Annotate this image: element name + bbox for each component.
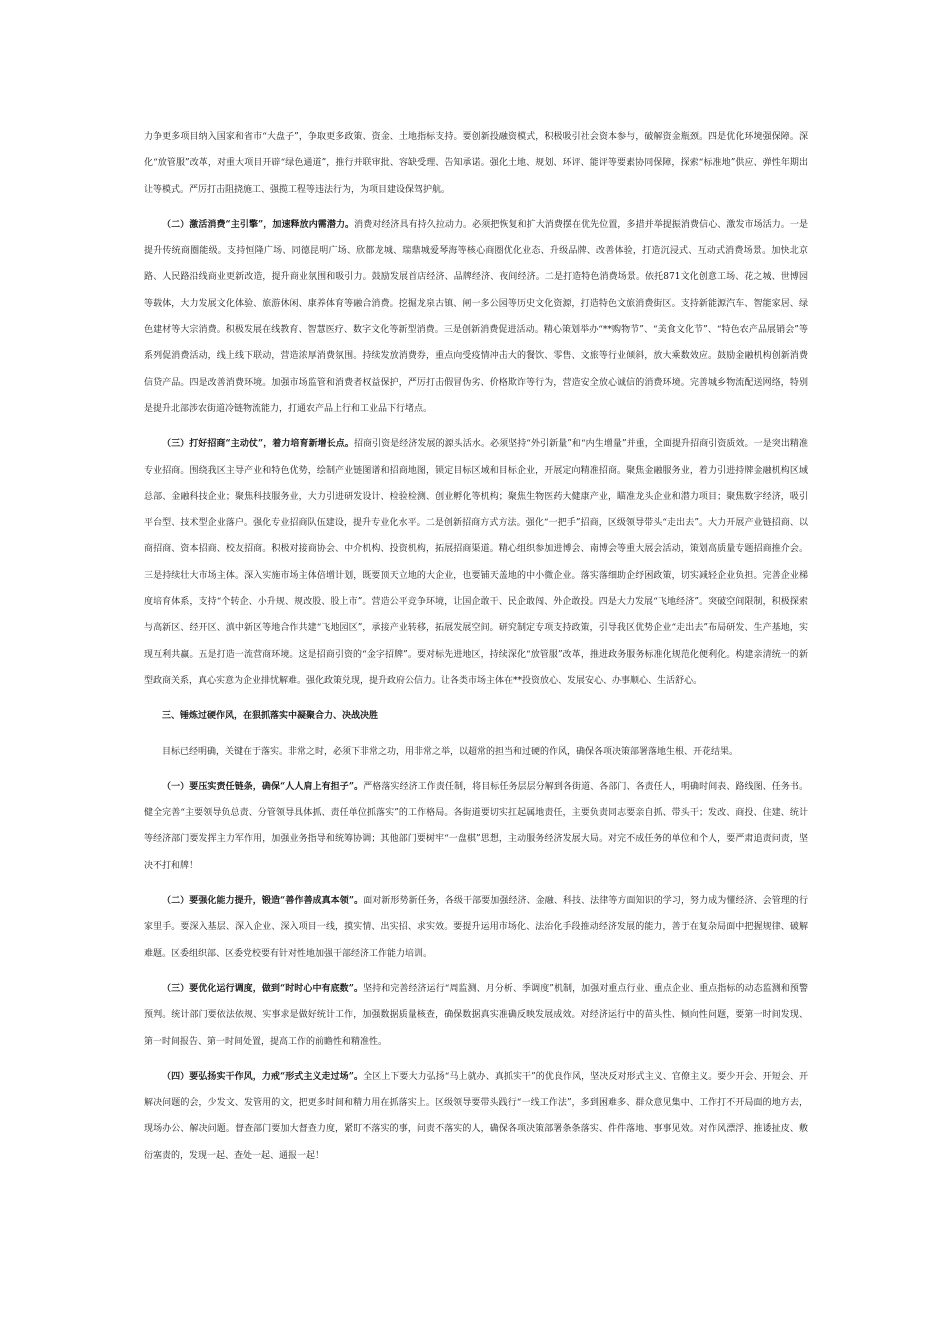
paragraph-6 xyxy=(144,774,808,879)
paragraph-lead: （一）要压实责任链条，确保“人人肩上有担子”。 xyxy=(162,781,364,792)
paragraph-lead: （四）要弘扬实干作风，力戒“形式主义走过场”。 xyxy=(162,1071,364,1082)
paragraph-body: 目标已经明确，关键在于落实。非常之时，必须下非常之功，用非常之举，以超常的担当和过硬的作风，确保各项决策部署落地生根、开花结果。 xyxy=(162,746,739,757)
paragraph-8 xyxy=(144,976,808,1055)
section-heading xyxy=(144,703,808,729)
paragraph-2 xyxy=(144,212,808,422)
paragraph-lead: （三）要优化运行调度，做到“时时心中有底数”。 xyxy=(162,983,364,994)
paragraph-body: 坚持和完善经济运行“周监测、月分析、季调度”机制，加强对重点行业、重点企业、重点指标的动态监测和预警预判。统计部门要依法依规、实事求是做好统计工作，加强数据质量核查，确保数据真实准确反映发展成效。对经济运行中的苗头性、倾向性问题，要第一时间发现、第一时间报告、第一时间处置，提高工作的前瞻性和精准性。 xyxy=(144,983,808,1047)
section-heading-text: 三、锤炼过硬作风，在狠抓落实中凝聚合力、决战决胜 xyxy=(162,711,379,722)
paragraph-body: 消费对经济具有持久拉动力。必须把恢复和扩大消费摆在优先位置，多措并举提振消费信心、激发市场活力。一是提升传统商圈能级。支持恒隆广场、同德昆明广场、欣都龙城、瑞鼎城爱琴海等核心商圈优化业态、升级品牌、改善体验，打造沉浸式、互动式消费场景。加快北京路、人民路沿线商业更新改造，提升商业氛围和吸引力。鼓励发展首店经济、品牌经济、夜间经济。二是打造特色消费场景。依托871文化创意工场、花之城、世博园等载体，大力发展文化体验、旅游休闲、康养体育等融合消费。挖掘龙泉古镇、闸一多公园等历史文化资源，打造特色文旅消费街区。支持新能源汽车、智能家居、绿色建材等大宗消费。积极发展在线教育、智慧医疗、数字文化等新型消费。三是创新消费促进活动。精心策划举办“**购物节”、“美食文化节”、“特色农产品展销会”等系列促消费活动，线上线下联动，营造浓厚消费氛围。持续发放消费券，重点向受疫情冲击大的餐饮、零售、文旅等行业倾斜，放大乘数效应。鼓励金融机构创新消费信贷产品。四是改善消费环境。加强市场监管和消费者权益保护，严厉打击假冒伪劣、价格欺诈等行为，营造安全放心诚信的消费环境。完善城乡物流配送网络，特别是提升北部涉农街道冷链物流能力，打通农产品上行和工业品下行堵点。 xyxy=(144,219,808,414)
paragraph-9 xyxy=(144,1064,808,1169)
paragraph-3 xyxy=(144,431,808,694)
paragraph-lead: （二）激活消费“主引擎”，加速释放内需潜力。 xyxy=(162,219,355,230)
document-page xyxy=(144,124,808,1169)
paragraph-body: 全区上下要大力弘扬“马上就办、真抓实干”的优良作风，坚决反对形式主义、官僚主义。要少开会、开短会、开解决问题的会，少发文、发管用的文，把更多时间和精力用在抓落实上。区级领导要带头践行“一线工作法”，多到困难多、群众意见集中、工作打不开局面的地方去，现场办公、解决问题。督查部门要加大督查力度，紧盯不落实的事，问责不落实的人，确保各项决策部署条条落实、件件落地、事事见效。对作风漂浮、推诿扯皮、敷衍塞责的，发现一起、查处一起、通报一起！ xyxy=(144,1071,808,1161)
paragraph-lead: （三）打好招商“主动仗”，着力培育新增长点。 xyxy=(162,439,354,450)
paragraph-lead: （二）要强化能力提升，锻造“善作善成真本领”。 xyxy=(162,896,364,907)
paragraph-1 xyxy=(144,124,808,203)
paragraph-body: 招商引资是经济发展的源头活水。必须坚持“外引新量”和“内生增量”并重，全面提升招商引资质效。一是突出精准专业招商。围绕我区主导产业和特色优势，绘制产业链图谱和招商地图，锁定目标区域和目标企业，开展定向精准招商。聚焦金融服务业，着力引进持牌金融机构区域总部、金融科技企业；聚焦科技服务业，大力引进研发设计、检验检测、创业孵化等机构；聚焦生物医药大健康产业，瞄准龙头企业和潜力项目；聚焦数字经济，吸引平台型、技术型企业落户。强化专业招商队伍建设，提升专业化水平。二是创新招商方式方法。强化“一把手”招商，区级领导带头“走出去”。大力开展产业链招商、以商招商、资本招商、校友招商。积极对接商协会、中介机构、投资机构，拓展招商渠道。精心组织参加进博会、南博会等重大展会活动，策划高质量专题招商推介会。三是持续壮大市场主体。深入实施市场主体倍增计划，既要顶天立地的大企业，也要铺天盖地的中小微企业。落实落细助企纾困政策，切实减轻企业负担。完善企业梯度培育体系，支持“个转企、小升规、规改股、股上市”。营造公平竞争环境，让国企敢干、民企敢闯、外企敢投。四是大力发展“飞地经济”。突破空间限制，积极探索与高新区、经开区、滇中新区等地合作共建“飞地园区”，承接产业转移，拓展发展空间。研究制定专项支持政策，引导我区优势企业“走出去”布局研发、生产基地，实现互利共赢。五是打造一流营商环境。这是招商引资的“金字招牌”。要对标先进地区，持续深化“放管服”改革，推进政务服务标准化规范化便利化。构建亲清统一的新型政商关系，真心实意为企业排忧解难。强化政策兑现，提升政府公信力。让各类市场主体在**投资放心、发展安心、办事顺心、生活舒心。 xyxy=(144,439,808,686)
paragraph-7 xyxy=(144,888,808,967)
paragraph-body: 力争更多项目纳入国家和省市“大盘子”，争取更多政策、资金、土地指标支持。要创新投融资模式，积极吸引社会资本参与，破解资金瓶颈。四是优化环境强保障。深化“放管服”改革，对重大项目开辟“绿色通道”，推行并联审批、容缺受理、告知承诺。强化土地、规划、环评、能评等要素协同保障，探索“标准地”供应、弹性年期出让等模式。严厉打击阻挠施工、强揽工程等违法行为，为项目建设保驾护航。 xyxy=(144,132,808,195)
paragraph-body: 严格落实经济工作责任制，将目标任务层层分解到各街道、各部门、各责任人，明确时间表、路线图、任务书。健全完善“主要领导负总责、分管领导具体抓、责任单位抓落实”的工作格局。各街道要切实扛起属地责任，主要负责同志要亲自抓、带头干；发改、商投、住建、统计等经济部门要发挥主力军作用，加强业务指导和统筹协调；其他部门要树牢“一盘棋”思想，主动服务经济发展大局。对完不成任务的单位和个人，要严肃追责问责，坚决不打和牌！ xyxy=(144,781,808,871)
paragraph-body: 面对新形势新任务，各级干部要加强经济、金融、科技、法律等方面知识的学习，努力成为懂经济、会管理的行家里手。要深入基层、深入企业、深入项目一线，摸实情、出实招、求实效。要提升运用市场化、法治化手段推动经济发展的能力，善于在复杂局面中把握规律、破解难题。区委组织部、区委党校要有针对性地加强干部经济工作能力培训。 xyxy=(144,896,808,959)
paragraph-5 xyxy=(144,739,808,765)
